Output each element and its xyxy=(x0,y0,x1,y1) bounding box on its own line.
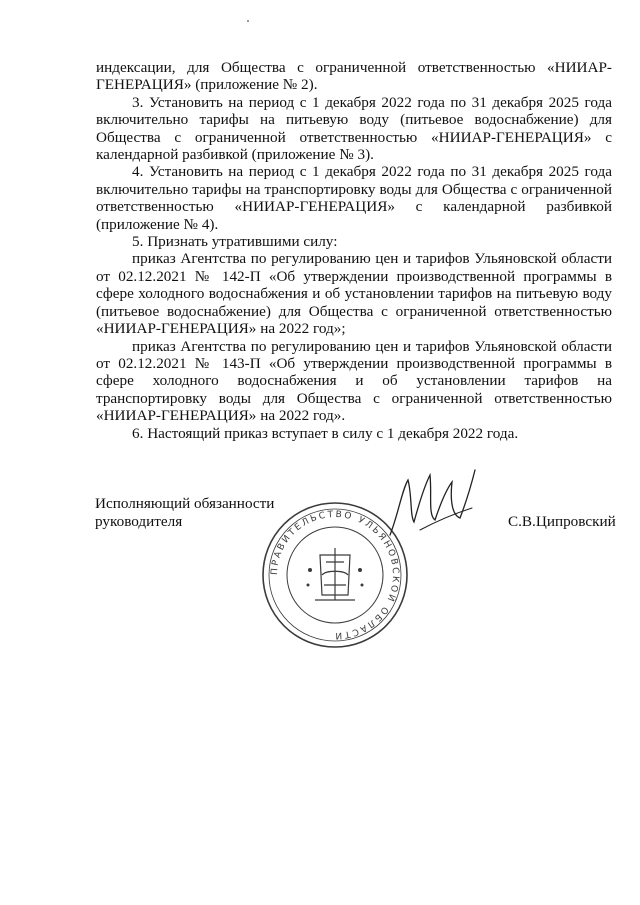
handwritten-signature-icon xyxy=(380,460,490,550)
paragraph-continuation: индексации, для Общества с ограниченной ответственностью «НИИАР-ГЕНЕРАЦИЯ» (приложение № 2). xyxy=(96,59,612,94)
paragraph-item-5: 5. Признать утратившими силу: xyxy=(132,233,338,251)
seal-ring-text: ПРАВИТЕЛЬСТВО УЛЬЯНОВСКОЙ ОБЛАСТИ xyxy=(269,509,401,641)
document-body xyxy=(96,59,612,442)
paragraph-item-3: 3. Установить на период с 1 декабря 2022 года по 31 декабря 2025 года включительно тарифы на питьевую воду (питьевое водоснабжение) для Общества с ограниченной ответственностью «НИИАР-ГЕНЕРАЦИЯ» с календарной разбивкой (приложение № 3). xyxy=(96,93,612,164)
scan-speck xyxy=(247,20,249,22)
paragraph-repealed-order-143: приказ Агентства по регулированию цен и тарифов Ульяновской области от 02.12.2021 № 143-П «Об утверждении производственной программы в сфере холодного водоснабжения и об установлении тарифов на транспортировку воды для Общества с ограниченной ответственностью «НИИАР-ГЕНЕРАЦИЯ» на 2022 год». xyxy=(96,337,612,425)
signatory-position-line1: Исполняющий обязанности xyxy=(95,495,275,512)
paragraph-repealed-order-142: приказ Агентства по регулированию цен и тарифов Ульяновской области от 02.12.2021 № 142-П «Об утверждении производственной программы в сфере холодного водоснабжения и об установлении тарифов на питьевую воду (питьевое водоснабжение) для Общества с ограниченной ответственностью «НИИАР-ГЕНЕРАЦИЯ» на 2022 год»; xyxy=(96,250,612,338)
signatory-name: С.В.Ципровский xyxy=(508,513,616,530)
signatory-position-line2: руководителя xyxy=(95,513,183,530)
paragraph-item-4: 4. Установить на период с 1 декабря 2022 года по 31 декабря 2025 года включительно тарифы на транспортировку воды для Общества с ограниченной ответственностью «НИИАР-ГЕНЕРАЦИЯ» с календарной разбивкой (приложение № 4). xyxy=(96,163,612,233)
signatory-position xyxy=(95,495,274,531)
paragraph-item-6: 6. Настоящий приказ вступает в силу с 1 декабря 2022 года. xyxy=(132,424,519,442)
